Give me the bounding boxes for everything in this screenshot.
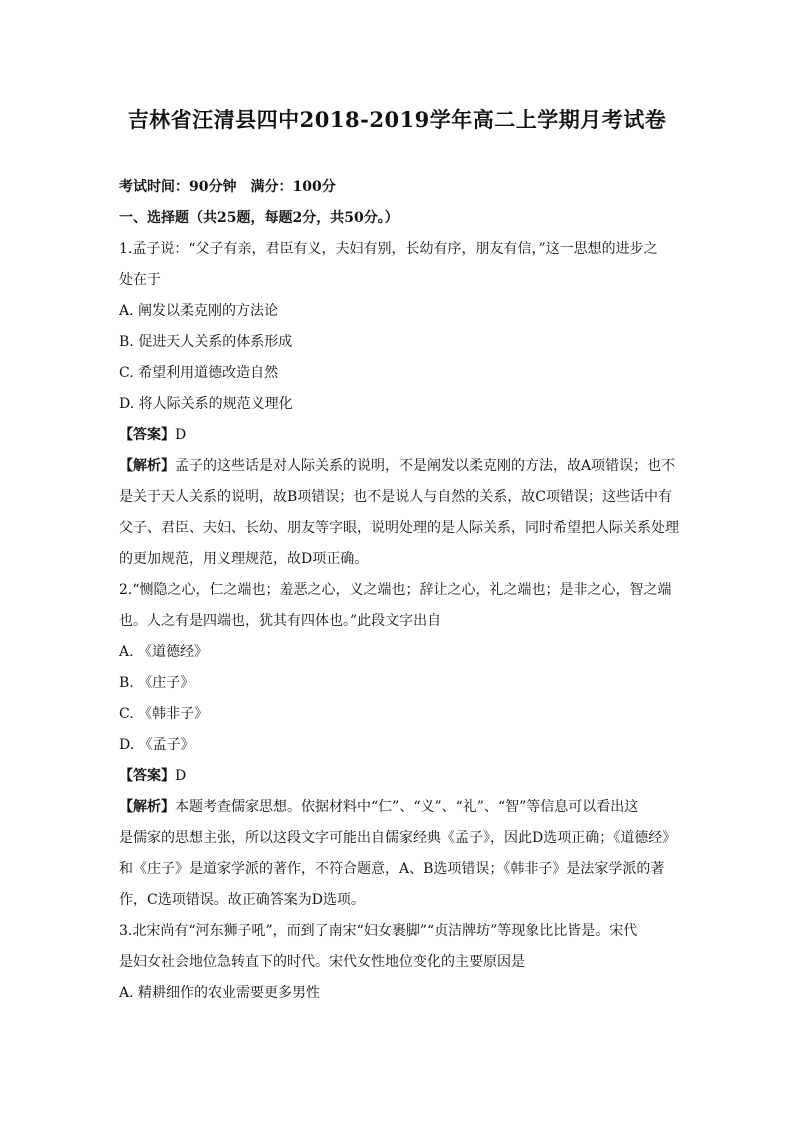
analysis-line <box>119 792 679 823</box>
option-a: A. 精耕细作的农业需要更多男性 <box>119 985 321 1001</box>
analysis-label: 【解析】 <box>119 799 175 815</box>
question-stem-line: 是妇女社会地位急转直下的时代。宋代女性地位变化的主要原因是 <box>119 954 525 970</box>
answer-label: 【答案】 <box>119 768 175 784</box>
option-d: D. 《孟子》 <box>119 737 195 753</box>
analysis-line: 作，C选项错误。故正确答案为D选项。 <box>119 892 365 908</box>
analysis-line: 父子、君臣、夫妇、长幼、朋友等字眼，说明处理的是人际关系，同时希望把人际关系处理 <box>119 520 679 536</box>
analysis-line: 和《庄子》是道家学派的著作，不符合题意，A、B选项错误；《韩非子》是法家学派的著 <box>119 861 665 877</box>
option-c: C. 《韩非子》 <box>119 706 209 722</box>
answer-line <box>119 761 679 792</box>
analysis-line <box>119 451 679 482</box>
question-stem-line: 也。人之有是四端也，犹其有四体也。”此段文字出自 <box>119 613 442 629</box>
question-stem-line: 3.北宋尚有“河东狮子吼”，而到了南宋“妇女裹脚”“贞洁牌坊”等现象比比皆是。宋代 <box>119 923 638 939</box>
section-header: 一、选择题（共25题，每题2分，共50分。） <box>119 210 399 226</box>
answer-value: D <box>175 768 187 784</box>
exam-info: 考试时间：90分钟 满分：100分 <box>119 179 336 195</box>
analysis-line: 是关于天人关系的说明，故B项错误；也不是说人与自然的关系，故C项错误；这些话中有 <box>119 489 672 505</box>
option-a: A. 《道德经》 <box>119 644 209 660</box>
option-b: B. 《庄子》 <box>119 675 195 691</box>
analysis-line: 的更加规范，用义理规范，故D项正确。 <box>119 551 369 567</box>
analysis-text: 孟子的这些话是对人际关系的说明，不是阐发以柔克刚的方法，故A项错误；也不 <box>175 458 676 474</box>
question-stem-line: 1.孟子说：“父子有亲，君臣有义，夫妇有别，长幼有序，朋友有信，”这一思想的进步之 <box>119 241 658 257</box>
question-stem-line: 2.“恻隐之心，仁之端也；羞恶之心，义之端也；辞让之心，礼之端也；是非之心，智之端 <box>119 582 672 598</box>
answer-line <box>119 420 679 451</box>
analysis-line: 是儒家的思想主张，所以这段文字可能出自儒家经典《孟子》，因此D选项正确；《道德经》 <box>119 830 677 846</box>
option-b: B. 促进天人关系的体系形成 <box>119 334 293 350</box>
document-body <box>119 172 679 1009</box>
answer-label: 【答案】 <box>119 427 175 443</box>
document-title: 吉林省汪清县四中2018-2019学年高二上学期月考试卷 <box>127 107 667 132</box>
analysis-text: 本题考查儒家思想。依据材料中“仁”、“义”、“礼”、“智”等信息可以看出这 <box>175 799 639 815</box>
option-c: C. 希望利用道德改造自然 <box>119 365 279 381</box>
answer-value: D <box>175 427 187 443</box>
question-stem-line: 处在于 <box>119 272 161 288</box>
option-d: D. 将人际关系的规范义理化 <box>119 396 293 412</box>
analysis-label: 【解析】 <box>119 458 175 474</box>
option-a: A. 阐发以柔克刚的方法论 <box>119 303 279 319</box>
